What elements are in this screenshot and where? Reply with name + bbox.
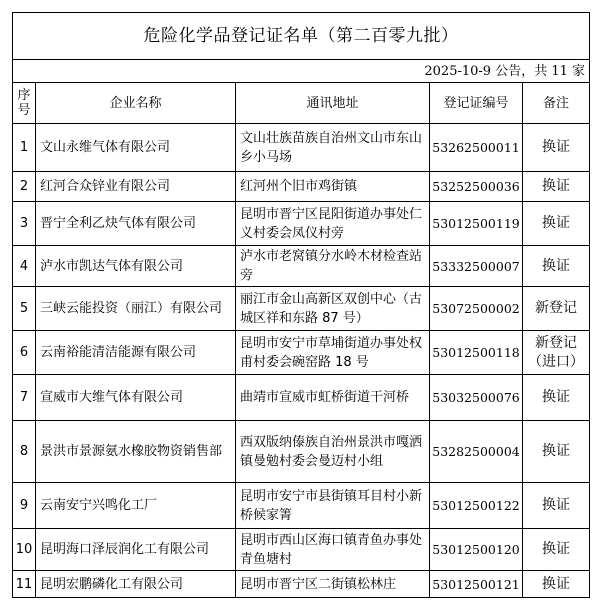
row-code: 53252500036: [430, 172, 523, 202]
row-company: 文山永维气体有限公司: [36, 124, 236, 172]
row-code: 53282500004: [430, 421, 523, 483]
row-seq: 3: [13, 202, 36, 246]
row-address: 昆明市晋宁区昆阳街道办事处仁义村委会凤仪村旁: [236, 202, 430, 246]
table-row: [13, 375, 590, 421]
table-row: [13, 287, 590, 331]
page-title: 危险化学品登记证名单（第二百零九批）: [13, 13, 590, 60]
row-note: 换证: [523, 375, 590, 421]
row-seq: 8: [13, 421, 36, 483]
row-note: 换证: [523, 124, 590, 172]
row-code: 53012500122: [430, 483, 523, 529]
row-seq: 9: [13, 483, 36, 529]
row-code: 53012500118: [430, 331, 523, 375]
row-address: 红河州个旧市鸡街镇: [236, 172, 430, 202]
table-row: [13, 331, 590, 375]
table-row: [13, 124, 590, 172]
row-company: 红河合众锌业有限公司: [36, 172, 236, 202]
registration-document: [12, 12, 589, 598]
row-seq: 11: [13, 571, 36, 598]
row-note: 换证: [523, 421, 590, 483]
registration-table: [12, 12, 590, 598]
row-note: 换证: [523, 202, 590, 246]
row-seq: 2: [13, 172, 36, 202]
row-note: 新登记（进口）: [523, 331, 590, 375]
table-row: [13, 202, 590, 246]
row-address: 昆明市安宁市县街镇耳目村小新桥候家箐: [236, 483, 430, 529]
table-header-row: [13, 83, 590, 124]
header-note: 备注: [523, 83, 590, 124]
header-code: 登记证编号: [430, 83, 523, 124]
row-address: 昆明市晋宁区二街镇松林庄: [236, 571, 430, 598]
table-row: [13, 571, 590, 598]
row-seq: 5: [13, 287, 36, 331]
row-address: 泸水市老窝镇分水岭木材检查站旁: [236, 246, 430, 287]
row-seq: 4: [13, 246, 36, 287]
row-note: 新登记: [523, 287, 590, 331]
row-company: 宣威市大维气体有限公司: [36, 375, 236, 421]
row-note: 换证: [523, 172, 590, 202]
row-address: 昆明市西山区海口镇青鱼办事处青鱼塘村: [236, 529, 430, 571]
row-code: 53012500121: [430, 571, 523, 598]
row-company: 三峡云能投资（丽江）有限公司: [36, 287, 236, 331]
row-company: 云南安宁兴鸣化工厂: [36, 483, 236, 529]
header-seq: 序号: [13, 83, 36, 124]
row-code: 53032500076: [430, 375, 523, 421]
row-code: 53012500120: [430, 529, 523, 571]
row-company: 景洪市景源氨水橡胶物资销售部: [36, 421, 236, 483]
row-address: 丽江市金山高新区双创中心（古城区祥和东路 87 号）: [236, 287, 430, 331]
header-address: 通讯地址: [236, 83, 430, 124]
row-code: 53012500119: [430, 202, 523, 246]
announcement-info: 2025-10-9 公告，共 11 家: [13, 60, 590, 83]
row-seq: 10: [13, 529, 36, 571]
row-code: 53072500002: [430, 287, 523, 331]
row-seq: 1: [13, 124, 36, 172]
row-note: 换证: [523, 246, 590, 287]
row-note: 换证: [523, 529, 590, 571]
row-address: 昆明市安宁市草埔街道办事处权甫村委会碗窑路 18 号: [236, 331, 430, 375]
row-code: 53332500007: [430, 246, 523, 287]
row-note: 换证: [523, 571, 590, 598]
row-company: 昆明海口泽辰润化工有限公司: [36, 529, 236, 571]
table-row: [13, 421, 590, 483]
table-row: [13, 172, 590, 202]
row-address: 曲靖市宣威市虹桥街道干河桥: [236, 375, 430, 421]
row-company: 晋宁全利乙炔气体有限公司: [36, 202, 236, 246]
table-row: [13, 246, 590, 287]
row-company: 昆明宏鹏磷化工有限公司: [36, 571, 236, 598]
row-company: 云南裕能清洁能源有限公司: [36, 331, 236, 375]
table-row: [13, 529, 590, 571]
row-note: 换证: [523, 483, 590, 529]
header-company: 企业名称: [36, 83, 236, 124]
row-company: 泸水市凯达气体有限公司: [36, 246, 236, 287]
row-address: 西双版纳傣族自治州景洪市嘎洒镇曼勉村委会曼迈村小组: [236, 421, 430, 483]
row-address: 文山壮族苗族自治州文山市东山乡小马场: [236, 124, 430, 172]
row-code: 53262500011: [430, 124, 523, 172]
row-seq: 7: [13, 375, 36, 421]
table-row: [13, 483, 590, 529]
row-seq: 6: [13, 331, 36, 375]
